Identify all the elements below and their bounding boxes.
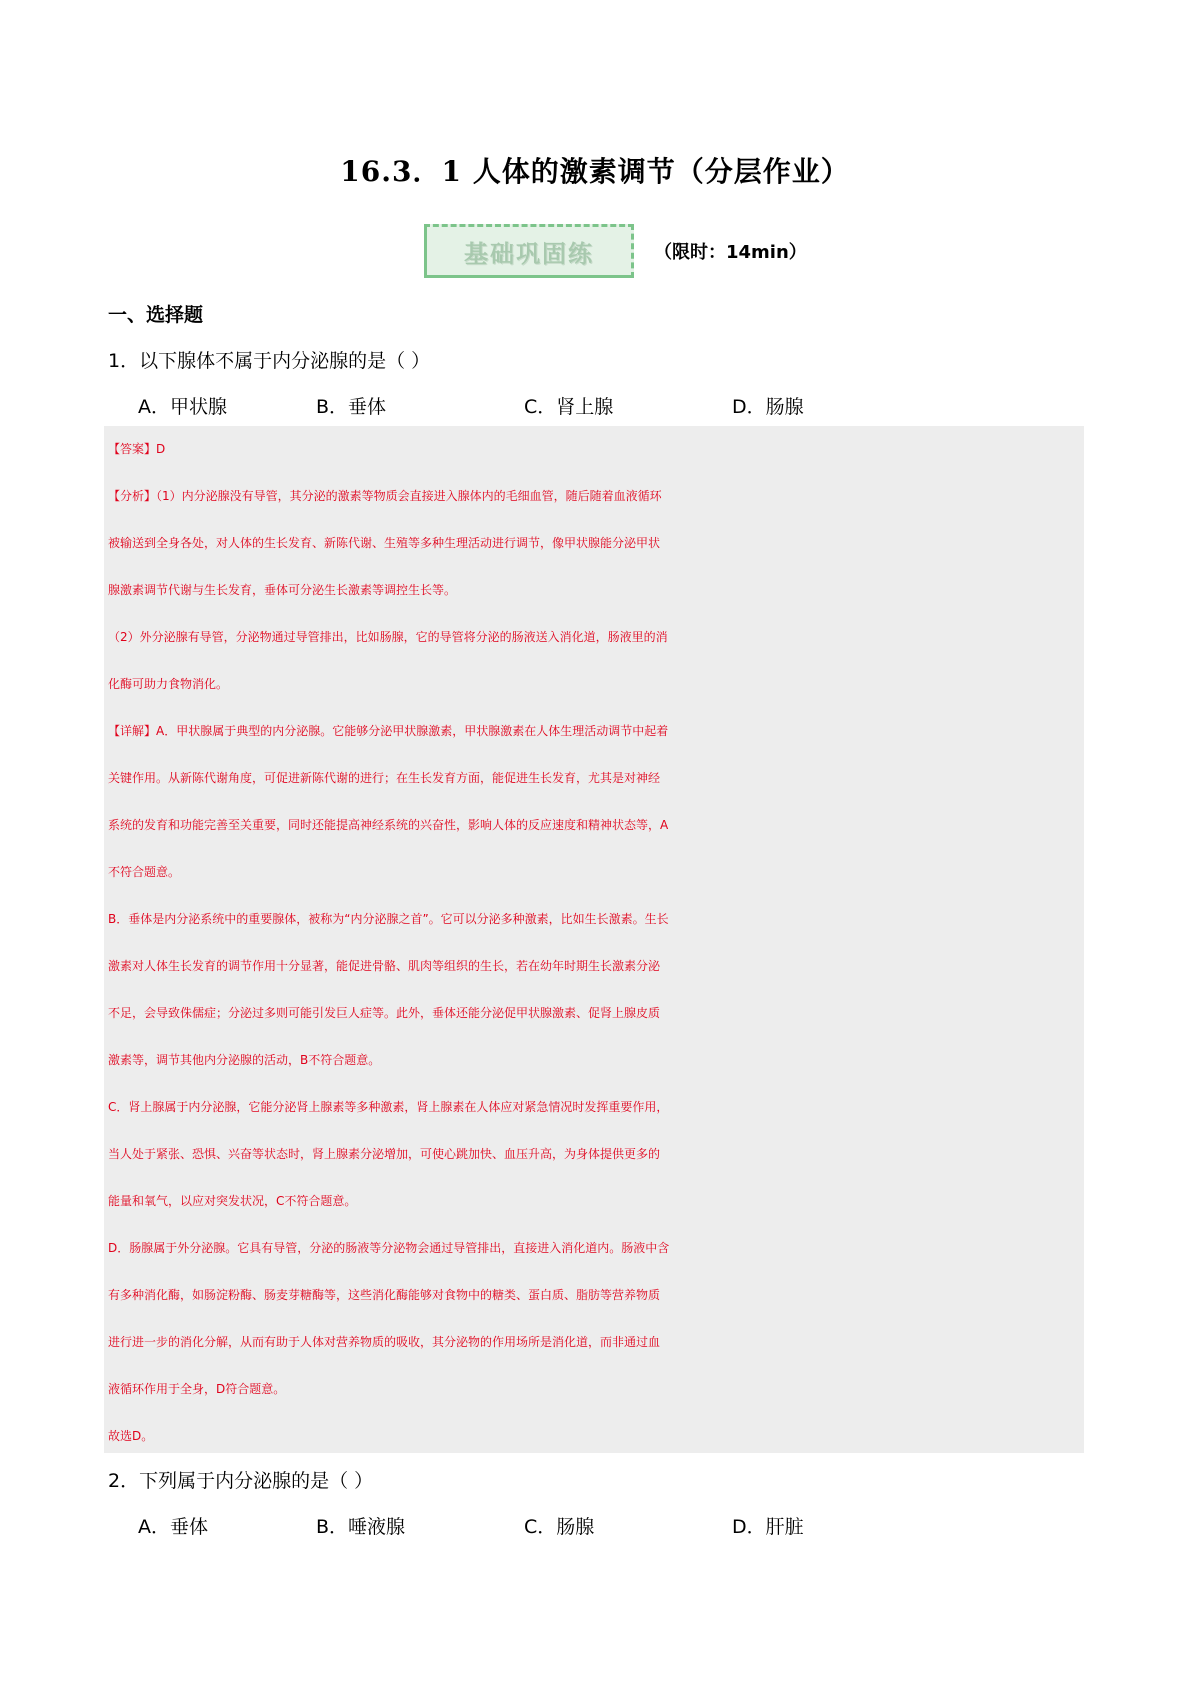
question-2-options <box>138 1512 804 1539</box>
answer-line: （2）外分泌腺有导管，分泌物通过导管排出，比如肠腺，它的导管将分泌的肠液送入消化道，肠液里的消 <box>108 630 668 644</box>
answer-line: C．肾上腺属于内分泌腺，它能分泌肾上腺素等多种激素，肾上腺素在人体应对紧急情况时发挥重要作用， <box>108 1100 669 1114</box>
answer-line: 液循环作用于全身，D符合题意。 <box>108 1382 286 1396</box>
option-c: C．肠腺 <box>524 1516 595 1538</box>
level-badge-label: 基础巩固练 <box>464 239 594 268</box>
answer-line: 化酶可助力食物消化。 <box>108 677 229 691</box>
section-badge-row <box>424 224 807 278</box>
answer-line: 系统的发育和功能完善至关重要，同时还能提高神经系统的兴奋性，影响人体的反应速度和精神状态等，A <box>108 818 669 832</box>
option-b: B．垂体 <box>316 396 387 418</box>
answer-line: 不符合题意。 <box>108 865 181 879</box>
answer-line: B．垂体是内分泌系统中的重要腺体，被称为“内分泌腺之首”。它可以分泌多种激素，比如生长激素。生长 <box>108 912 669 926</box>
answer-block <box>104 426 1084 1453</box>
answer-line: 【详解】A．甲状腺属于典型的内分泌腺。它能够分泌甲状腺激素，甲状腺激素在人体生理活动调节中起着 <box>108 724 669 738</box>
option-a: A．甲状腺 <box>138 396 227 418</box>
answer-line: 有多种消化酶，如肠淀粉酶、肠麦芽糖酶等，这些消化酶能够对食物中的糖类、蛋白质、脂肪等营养物质 <box>108 1288 661 1302</box>
option-a: A．垂体 <box>138 1516 208 1538</box>
question-1-options <box>138 392 804 419</box>
question-2-stem: 2．下列属于内分泌腺的是（ ） <box>108 1470 374 1492</box>
answer-line: 不足，会导致侏儒症；分泌过多则可能引发巨人症等。此外，垂体还能分泌促甲状腺激素、促肾上腺皮质 <box>108 1006 661 1020</box>
answer-line: 被输送到全身各处，对人体的生长发育、新陈代谢、生殖等多种生理活动进行调节，像甲状腺能分泌甲状 <box>108 536 661 550</box>
option-c: C．肾上腺 <box>524 396 614 418</box>
answer-line: 能量和氧气，以应对突发状况，C不符合题意。 <box>108 1194 357 1208</box>
option-d: D．肠腺 <box>732 396 804 418</box>
answer-line: 激素对人体生长发育的调节作用十分显著，能促进骨骼、肌肉等组织的生长，若在幼年时期生长激素分泌 <box>108 959 661 973</box>
option-b: B．唾液腺 <box>316 1516 406 1538</box>
page-title: 16.3．1 人体的激素调节（分层作业） <box>340 155 850 188</box>
answer-line: 当人处于紧张、恐惧、兴奋等状态时，肾上腺素分泌增加，可使心跳加快、血压升高，为身体提供更多的 <box>108 1147 661 1161</box>
time-limit: （限时：14min） <box>654 242 807 263</box>
answer-line: 关键作用。从新陈代谢角度，可促进新陈代谢的进行；在生长发育方面，能促进生长发育，尤其是对神经 <box>108 771 661 785</box>
section-title: 一、选择题 <box>108 304 204 326</box>
answer-line: 【分析】（1）内分泌腺没有导管，其分泌的激素等物质会直接进入腺体内的毛细血管，随后随着血液循环 <box>108 489 662 503</box>
answer-line: 故选D。 <box>108 1429 154 1443</box>
answer-line: 进行进一步的消化分解，从而有助于人体对营养物质的吸收，其分泌物的作用场所是消化道，而非通过血 <box>108 1335 661 1349</box>
answer-line: 腺激素调节代谢与生长发育，垂体可分泌生长激素等调控生长等。 <box>108 583 457 597</box>
answer-line: 【答案】D <box>108 442 166 456</box>
option-d: D．肝脏 <box>732 1516 804 1538</box>
question-1-stem: 1．以下腺体不属于内分泌腺的是（ ） <box>108 350 431 372</box>
level-badge <box>424 224 634 278</box>
answer-line: D．肠腺属于外分泌腺。它具有导管，分泌的肠液等分泌物会通过导管排出，直接进入消化道内。肠液中含 <box>108 1241 670 1255</box>
answer-line: 激素等，调节其他内分泌腺的活动，B不符合题意。 <box>108 1053 381 1067</box>
